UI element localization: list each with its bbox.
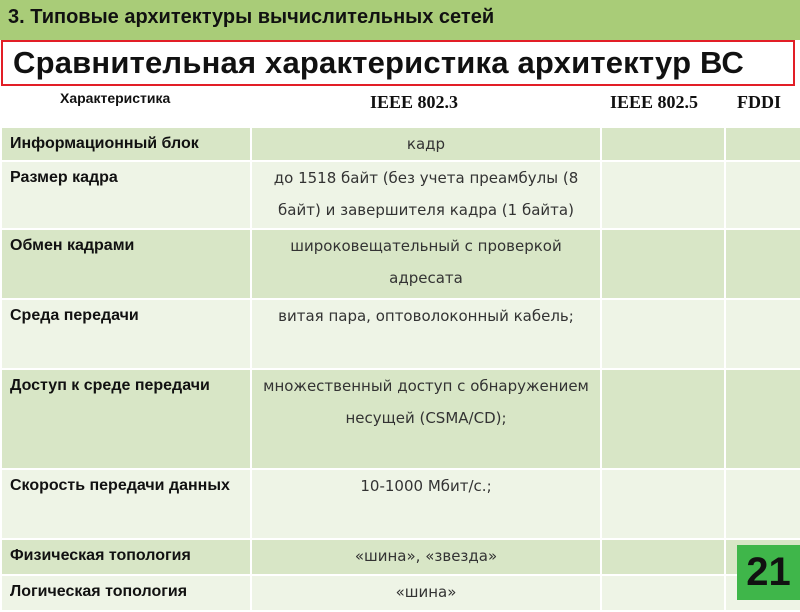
ieee8023-cell: до 1518 байт (без учета преамбулы (8 байт) и завершителя кадра (1 байта) xyxy=(251,161,601,229)
ieee8025-cell xyxy=(601,369,725,469)
row-label: Физическая топология xyxy=(1,539,251,575)
fddi-cell xyxy=(725,299,800,369)
table-row xyxy=(1,539,800,575)
ieee8023-cell: кадр xyxy=(251,127,601,161)
row-label: Доступ к среде передачи xyxy=(1,369,251,469)
ieee8023-cell: 10-1000 Мбит/с.; xyxy=(251,469,601,539)
ieee8025-cell xyxy=(601,539,725,575)
column-header-characteristic: Характеристика xyxy=(60,90,171,106)
row-label: Размер кадра xyxy=(1,161,251,229)
table-row xyxy=(1,299,800,369)
column-header-ieee-802-3: IEEE 802.3 xyxy=(370,92,459,112)
row-label: Информационный блок xyxy=(1,127,251,161)
fddi-cell xyxy=(725,469,800,539)
section-title: 3. Типовые архитектуры вычислительных сетей xyxy=(8,6,495,28)
slide-title-box xyxy=(1,40,795,86)
row-label: Обмен кадрами xyxy=(1,229,251,299)
row-label: Логическая топология xyxy=(1,575,251,611)
column-header-ieee-802-5: IEEE 802.5 xyxy=(610,92,699,112)
ieee8025-cell xyxy=(601,229,725,299)
ieee8023-cell: витая пара, оптоволоконный кабель; xyxy=(251,299,601,369)
table-row xyxy=(1,127,800,161)
table-row xyxy=(1,229,800,299)
table-row xyxy=(1,369,800,469)
section-header-bar xyxy=(0,0,800,40)
table-header-row xyxy=(0,86,800,126)
ieee8023-cell: множественный доступ с обнаружением несущей (CSMA/CD); xyxy=(251,369,601,469)
fddi-cell xyxy=(725,229,800,299)
slide-title: Сравнительная характеристика архитектур ВС xyxy=(13,45,745,80)
row-label: Скорость передачи данных xyxy=(1,469,251,539)
row-label: Среда передачи xyxy=(1,299,251,369)
ieee8025-cell xyxy=(601,127,725,161)
ieee8025-cell xyxy=(601,299,725,369)
column-header-fddi: FDDI xyxy=(737,92,781,112)
comparison-table xyxy=(0,126,800,612)
ieee8025-cell xyxy=(601,575,725,611)
ieee8025-cell xyxy=(601,469,725,539)
ieee8023-cell: «шина» xyxy=(251,575,601,611)
fddi-cell xyxy=(725,161,800,229)
ieee8023-cell: «шина», «звезда» xyxy=(251,539,601,575)
table-row xyxy=(1,469,800,539)
ieee8023-cell: широковещательный с проверкой адресата xyxy=(251,229,601,299)
ieee8025-cell xyxy=(601,161,725,229)
table-row xyxy=(1,575,800,611)
page-number-badge: 21 xyxy=(737,545,800,600)
fddi-cell xyxy=(725,369,800,469)
table-row xyxy=(1,161,800,229)
fddi-cell xyxy=(725,127,800,161)
